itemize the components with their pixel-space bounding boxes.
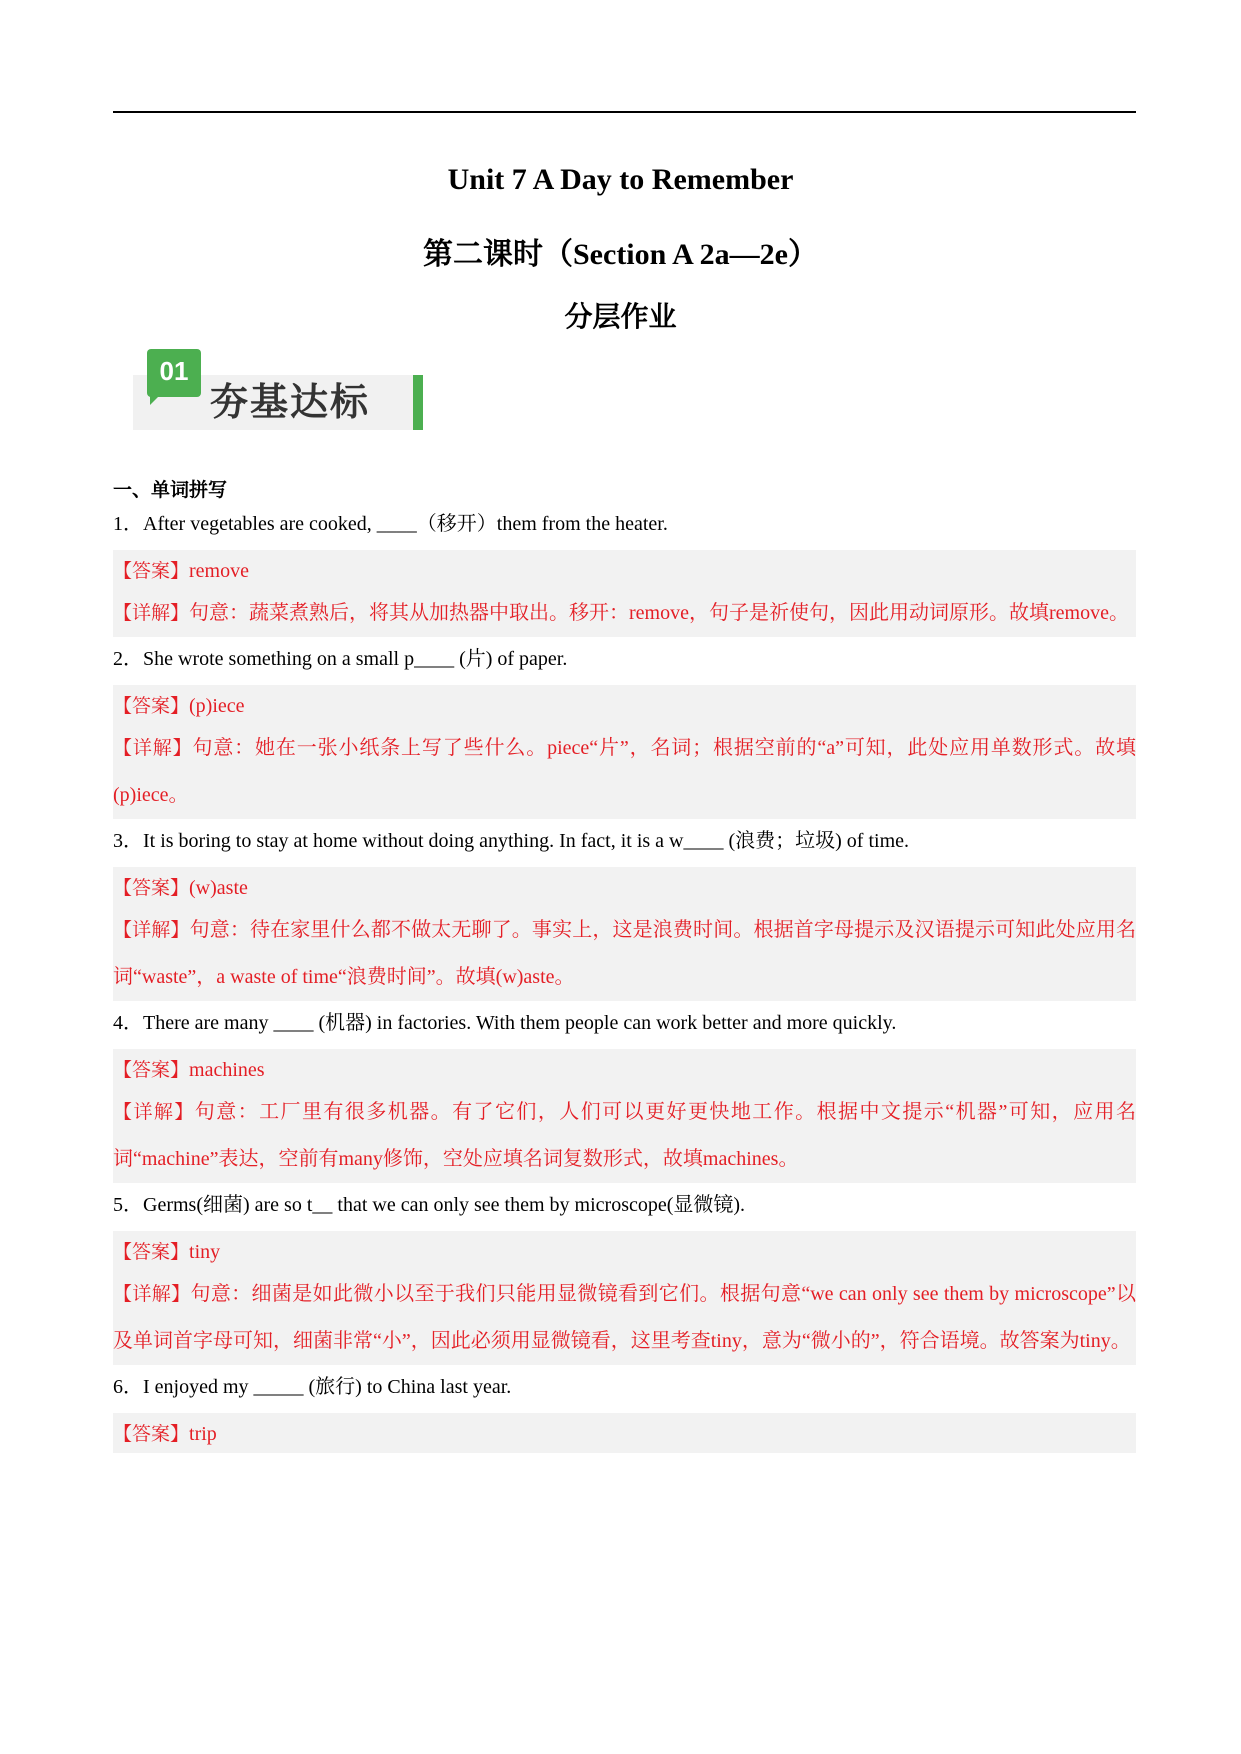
explain-label: 【详解】 xyxy=(113,919,190,941)
question-1: 1．After vegetables are cooked, ____（移开）them from the heater. xyxy=(113,513,668,535)
answer-label: 【答案】 xyxy=(113,560,190,582)
answer-box-1 xyxy=(113,550,1136,637)
level-badge xyxy=(130,345,430,433)
answer-label: 【答案】 xyxy=(113,1059,190,1081)
answer-box-2 xyxy=(113,685,1136,819)
explanation-text: 句意：蔬菜煮熟后，将其从加热器中取出。移开：remove，句子是祈使句，因此用动词原形。故填remove。 xyxy=(189,602,1129,624)
badge-number: 01 xyxy=(147,349,201,397)
explanation-text: 句意：待在家里什么都不做太无聊了。事实上，这是浪费时间。根据首字母提示及汉语提示可知此处应用名词“waste”，a waste of time“浪费时间”。故填(w)aste。 xyxy=(113,919,1136,988)
answer-label: 【答案】 xyxy=(113,1423,190,1445)
answer-label: 【答案】 xyxy=(113,695,190,717)
answer-box-3 xyxy=(113,867,1136,1001)
answer-value: trip xyxy=(189,1423,217,1445)
answer-line xyxy=(113,1413,1136,1453)
answer-value: machines xyxy=(189,1059,265,1081)
speech-tail-icon xyxy=(150,395,160,405)
answer-value: tiny xyxy=(189,1241,221,1263)
explain-label: 【详解】 xyxy=(113,1101,195,1123)
explanation-line xyxy=(113,590,1136,637)
explanation-line xyxy=(113,1089,1136,1183)
explanation-line xyxy=(113,725,1136,819)
explain-label: 【详解】 xyxy=(113,1283,191,1305)
answer-box-4 xyxy=(113,1049,1136,1183)
question-2: 2．She wrote something on a small p____ (片) of paper. xyxy=(113,648,568,670)
explanation-line xyxy=(113,907,1136,1001)
assignment-heading: 分层作业 xyxy=(564,300,677,333)
badge-accent-bar xyxy=(413,375,423,430)
answer-value: (w)aste xyxy=(189,877,248,899)
document-title: Unit 7 A Day to Remember xyxy=(447,163,794,196)
explanation-line xyxy=(113,1271,1136,1365)
question-3: 3．It is boring to stay at home without doing anything. In fact, it is a w____ (浪费；垃圾) of time. xyxy=(113,830,910,852)
answer-line xyxy=(113,867,1136,907)
answer-line xyxy=(113,550,1136,590)
answer-line xyxy=(113,1049,1136,1089)
answer-value: remove xyxy=(189,560,249,582)
explanation-text: 句意：细菌是如此微小以至于我们只能用显微镜看到它们。根据句意“we can only see them by microscope”以及单词首字母可知，细菌非常“小”，因此必须用显微镜看，这里考查tiny，意为“微小的”，符合语境。故答案为tiny。 xyxy=(113,1283,1136,1352)
exercise-content xyxy=(113,476,1136,1455)
answer-box-5 xyxy=(113,1231,1136,1365)
answer-label: 【答案】 xyxy=(113,877,190,899)
answer-label: 【答案】 xyxy=(113,1241,190,1263)
explanation-text: 句意：她在一张小纸条上写了些什么。piece“片”，名词；根据空前的“a”可知，此处应用单数形式。故填(p)iece。 xyxy=(113,737,1136,806)
header-rule xyxy=(113,111,1136,113)
explanation-text: 句意：工厂里有很多机器。有了它们，人们可以更好更快地工作。根据中文提示“机器”可知，应用名词“machine”表达，空前有many修饰，空处应填名词复数形式，故填machines。 xyxy=(113,1101,1136,1170)
question-5: 5．Germs(细菌) are so t__ that we can only see them by microscope(显微镜). xyxy=(113,1194,746,1216)
badge-label: 夯基达标 xyxy=(210,380,371,424)
section-title: 一、单词拼写 xyxy=(113,479,228,501)
explain-label: 【详解】 xyxy=(113,602,190,624)
answer-value: (p)iece xyxy=(189,695,245,717)
question-6: 6．I enjoyed my _____ (旅行) to China last year. xyxy=(113,1376,512,1398)
question-4: 4．There are many ____ (机器) in factories. With them people can work better and more quickly. xyxy=(113,1012,897,1034)
explain-label: 【详解】 xyxy=(113,737,193,759)
answer-line xyxy=(113,685,1136,725)
answer-line xyxy=(113,1231,1136,1271)
answer-box-6 xyxy=(113,1413,1136,1453)
lesson-subtitle: 第二课时（Section A 2a—2e） xyxy=(423,238,818,271)
